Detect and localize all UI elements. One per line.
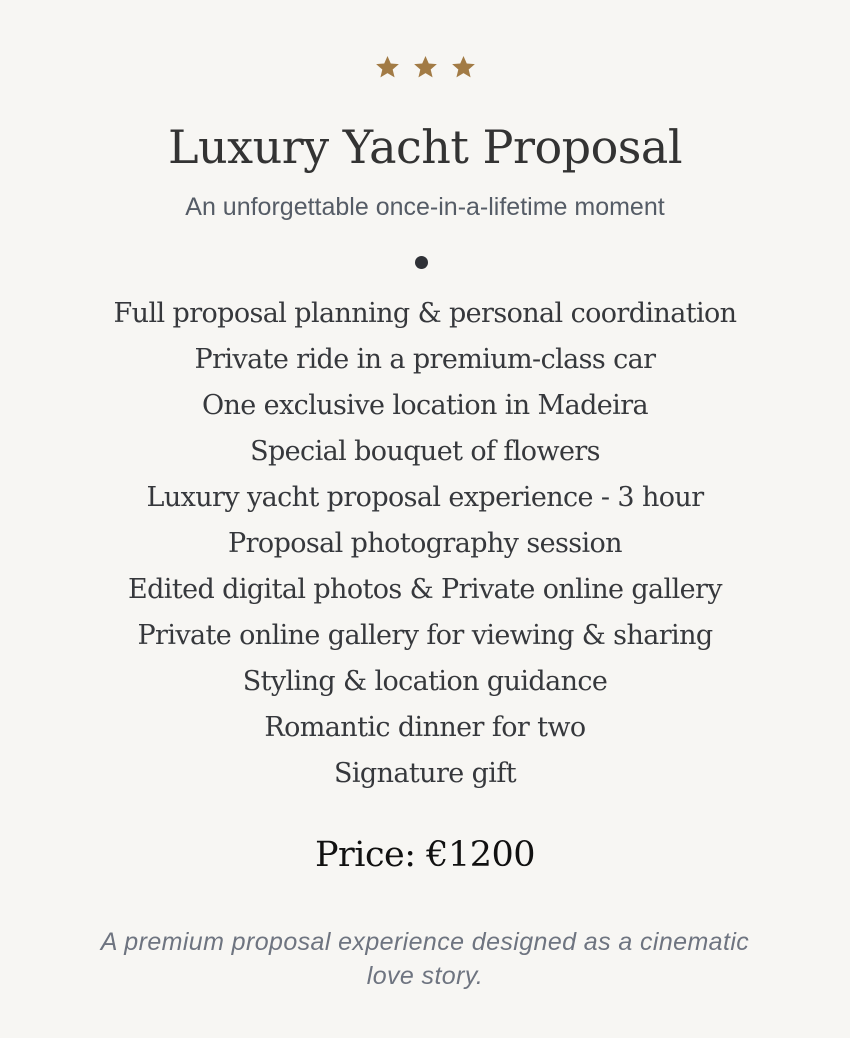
feature-item: Styling & location guidance	[242, 666, 608, 697]
feature-item: Proposal photography session	[228, 528, 622, 559]
package-title: Luxury Yacht Proposal	[167, 120, 683, 174]
feature-item: Private ride in a premium-class car	[194, 344, 656, 375]
feature-item: Luxury yacht proposal experience - 3 hour	[146, 482, 704, 513]
price-label: Price: €1200	[314, 835, 536, 875]
feature-item: Romantic dinner for two	[264, 712, 586, 743]
tagline: A premium proposal experience designed as a cinematic love story.	[100, 928, 750, 990]
feature-item: Full proposal planning & personal coordination	[113, 298, 737, 329]
feature-item: Signature gift	[334, 758, 516, 789]
star-icon	[450, 54, 477, 81]
feature-item: Edited digital photos & Private online gallery	[128, 574, 722, 605]
feature-item: Special bouquet of flowers	[250, 436, 600, 467]
star-icon	[412, 54, 439, 81]
feature-item: Private online gallery for viewing & sharing	[137, 620, 713, 651]
feature-list	[0, 291, 850, 797]
bullet-divider	[415, 256, 428, 269]
star-rating	[0, 54, 850, 81]
star-icon	[374, 54, 401, 81]
package-subtitle: An unforgettable once-in-a-lifetime moment	[185, 193, 665, 221]
feature-item: One exclusive location in Madeira	[201, 390, 649, 421]
